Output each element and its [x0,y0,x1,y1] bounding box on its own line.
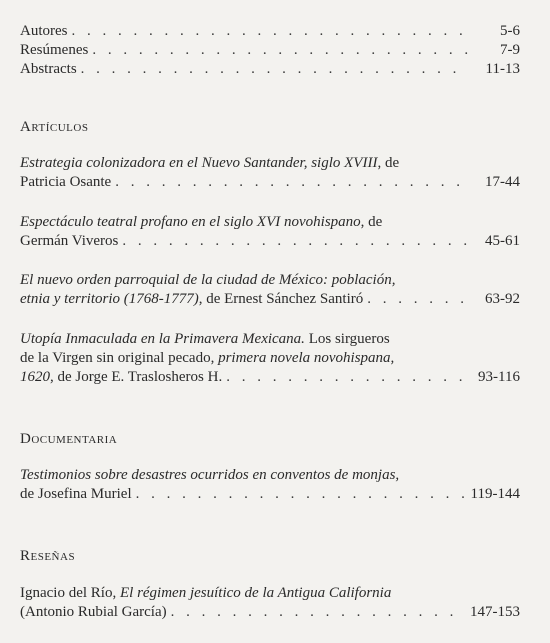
article-plain-a: Los sirgueros [304,331,390,347]
article-title: Estrategia colonizadora en el Nuevo Santander, siglo [20,155,345,171]
toc-entry-article-4-line2 [20,349,394,367]
toc-entry-pages: 63-92 [485,291,520,307]
toc-entry-resena [20,603,520,621]
section-heading-documentaria: Documentaria [20,431,118,447]
article-title-roman: XVI [256,214,281,230]
toc-entry-article-1-title [20,154,399,172]
article-separator: , de [377,155,400,171]
toc-entry-label: Abstracts [20,61,77,77]
article-title-a: El nuevo orden [20,272,115,288]
dot-leader [81,60,468,78]
dot-leader [136,485,465,503]
article-separator: , de Jorge E. Traslosheros H. [50,369,223,385]
toc-entry-pages: 93-116 [478,369,520,385]
toc-entry-label: Autores [20,23,68,39]
toc-entry-article-2-title [20,213,382,231]
article-plain-b: de la Virgen sin original pecado, [20,350,219,366]
article-author: Germán Viveros [20,233,119,249]
section-heading-articulos: Artículos [20,119,89,135]
toc-entry-article-3-title [20,271,395,289]
document-title: Testimonios sobre desastres ocurridos en conventos de monjas, [20,467,400,483]
dot-leader [367,290,468,308]
document-author: de Josefina Muriel [20,486,132,502]
article-title-roman: XVIII [344,155,378,171]
dot-leader [226,368,468,386]
section-heading-resenas: Reseñas [20,548,76,564]
toc-entry-resumenes [20,41,520,59]
toc-entry-documentaria-title [20,466,399,484]
article-separator: , de [360,214,383,230]
dot-leader [72,22,469,40]
article-title-c: etnia y territorio (1768-1777) [20,291,199,307]
dot-leader [122,232,468,250]
article-title: Espectáculo teatral profano en el siglo [20,214,257,230]
toc-entry-article-2 [20,232,520,250]
article-separator: , de Ernest Sánchez Santiró [198,291,364,307]
article-title-b: parroquial de la ciudad de México: población, [114,272,396,288]
toc-entry-pages: 119-144 [470,486,520,502]
toc-entry-pages: 5-6 [500,23,520,39]
resena-author: Ignacio del Río, [20,585,120,601]
article-title-a: Utopía Inmaculada en la Primavera Mexicana. [20,331,305,347]
dot-leader [171,603,464,621]
dot-leader [115,173,468,191]
toc-entry-article-4-title [20,330,390,348]
dot-leader [92,41,468,59]
toc-entry-documentaria [20,485,520,503]
resena-reviewer: (Antonio Rubial García) [20,604,167,620]
toc-entry-pages: 11-13 [485,61,520,77]
toc-entry-pages: 7-9 [500,42,520,58]
toc-entry-pages: 17-44 [485,174,520,190]
toc-entry-pages: 45-61 [485,233,520,249]
toc-entry-resena-title [20,584,391,602]
toc-entry-article-3 [20,290,520,308]
article-title-c: 1620 [20,369,50,385]
toc-entry-article-4 [20,368,520,386]
toc-entry-article-1 [20,173,520,191]
resena-title: El régimen jesuítico de la Antigua California [119,585,392,601]
article-author: Patricia Osante [20,174,112,190]
toc-entry-label: Resúmenes [20,42,89,58]
article-title-b: primera novela novohispana, [218,350,395,366]
article-title-end: novohispano [280,214,361,230]
toc-entry-pages: 147-153 [470,604,520,620]
toc-entry-autores [20,22,520,40]
toc-entry-abstracts [20,60,520,78]
